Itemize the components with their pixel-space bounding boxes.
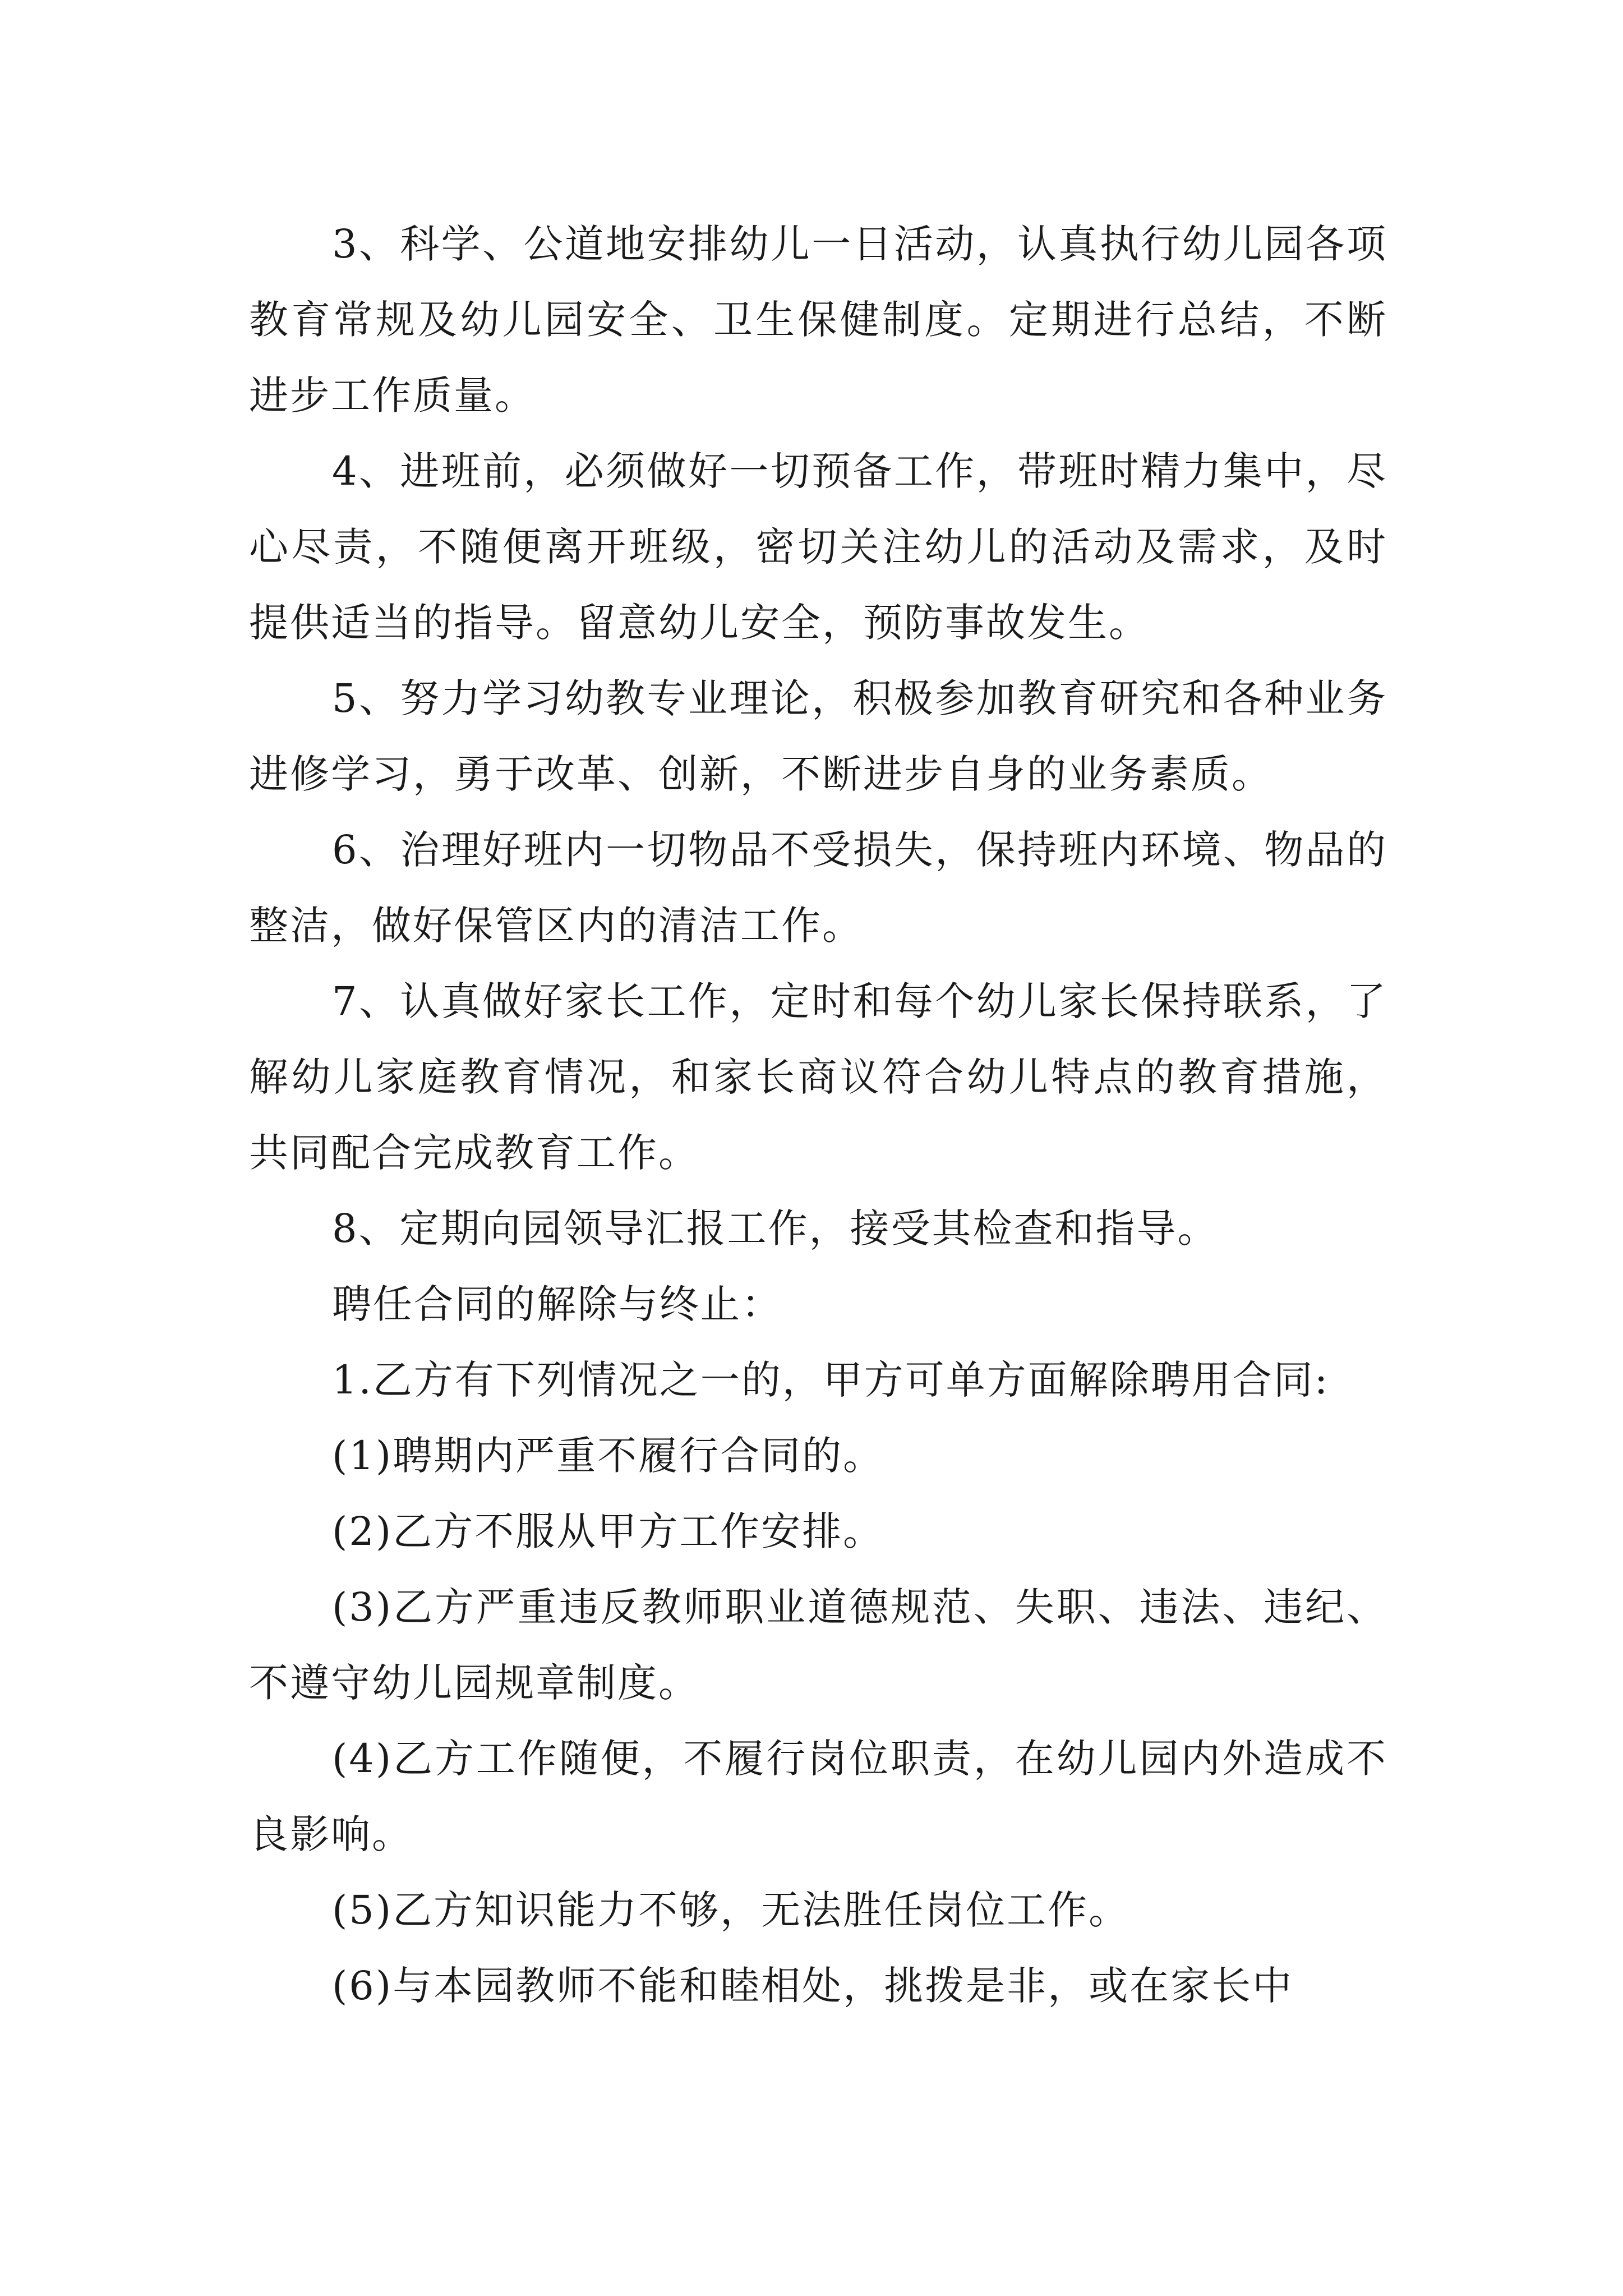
paragraph-item-6: 6、治理好班内一切物品不受损失，保持班内环境、物品的整洁，做好保管区内的清洁工作。	[249, 827, 1387, 949]
sub-clause-2: (2)乙方不服从甲方工作安排。	[332, 1508, 884, 1554]
paragraph-item-5: 5、努力学习幼教专业理论，积极参加教育研究和各种业务进修学习，勇于改革、创新，不断进步自身的业务素质。	[249, 675, 1387, 797]
paragraph-item-4: 4、进班前，必须做好一切预备工作，带班时精力集中，尽心尽责，不随便离开班级，密切关注幼儿的活动及需求，及时提供适当的指导。留意幼儿安全，预防事故发生。	[249, 448, 1387, 646]
sub-clause-5: (5)乙方知识能力不够，无法胜任岗位工作。	[332, 1887, 1130, 1933]
sub-clause-3: (3)乙方严重违反教师职业道德规范、失职、违法、违纪、不遵守幼儿园规章制度。	[249, 1584, 1387, 1706]
document-body	[249, 206, 1387, 2024]
section-heading-termination: 聘任合同的解除与终止：	[332, 1281, 782, 1327]
sub-clause-4: (4)乙方工作随便，不履行岗位职责，在幼儿园内外造成不良影响。	[249, 1736, 1387, 1857]
sub-clause-6: (6)与本园教师不能和睦相处，挑拨是非，或在家长中	[332, 1963, 1294, 2009]
paragraph-item-7: 7、认真做好家长工作，定时和每个幼儿家长保持联系，了解幼儿家庭教育情况，和家长商议符合幼儿特点的教育措施，共同配合完成教育工作。	[249, 978, 1387, 1176]
clause-1: 1.乙方有下列情况之一的，甲方可单方面解除聘用合同:	[332, 1357, 1330, 1403]
paragraph-item-8: 8、定期向园领导汇报工作，接受其检查和指导。	[332, 1205, 1219, 1251]
paragraph-item-3: 3、科学、公道地安排幼儿一日活动，认真执行幼儿园各项教育常规及幼儿园安全、卫生保健制度。定期进行总结，不断进步工作质量。	[249, 221, 1387, 418]
sub-clause-1: (1)聘期内严重不履行合同的。	[332, 1433, 884, 1479]
